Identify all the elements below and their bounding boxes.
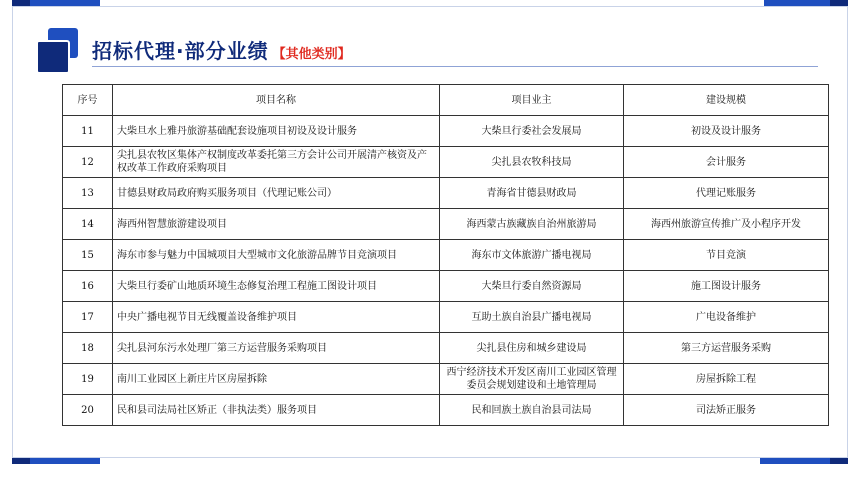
frame-border-right — [847, 6, 848, 458]
frame-accent-blue-bottom-left — [30, 458, 100, 464]
table-row — [63, 209, 829, 240]
cell-owner: 海东市文体旅游广播电视局 — [440, 240, 624, 271]
cell-scale: 代理记账服务 — [624, 178, 829, 209]
cell-scale: 司法矫正服务 — [624, 395, 829, 426]
page-heading — [92, 35, 351, 64]
logo-square-front — [36, 40, 70, 74]
cell-owner: 尖扎县农牧科技局 — [440, 147, 624, 178]
cell-project-name: 南川工业园区上新庄片区房屋拆除 — [113, 364, 440, 395]
table-row — [63, 116, 829, 147]
cell-scale: 广电设备维护 — [624, 302, 829, 333]
cell-scale: 施工图设计服务 — [624, 271, 829, 302]
cell-project-name: 民和县司法局社区矫正（非执法类）服务项目 — [113, 395, 440, 426]
title-divider — [92, 66, 818, 67]
cell-project-name: 海西州智慧旅游建设项目 — [113, 209, 440, 240]
performance-table — [62, 84, 829, 426]
cell-no: 13 — [63, 178, 113, 209]
category-tag: 【其他类别】 — [272, 47, 351, 62]
logo-squares-icon — [34, 28, 78, 72]
header-row — [63, 85, 829, 116]
cell-project-name: 大柴旦水上雅丹旅游基础配套设施项目初设及设计服务 — [113, 116, 440, 147]
frame-accent-blue-bottom-right — [760, 458, 830, 464]
table-row — [63, 147, 829, 178]
cell-no: 19 — [63, 364, 113, 395]
cell-owner: 大柴旦行委自然资源局 — [440, 271, 624, 302]
cell-project-name: 甘德县财政局政府购买服务项目（代理记账公司） — [113, 178, 440, 209]
frame-accent-dark-bottom-right — [830, 458, 848, 464]
frame-accent-dark-bottom-left — [12, 458, 30, 464]
cell-owner: 民和回族土族自治县司法局 — [440, 395, 624, 426]
cell-owner: 尖扎县住房和城乡建设局 — [440, 333, 624, 364]
table-row — [63, 240, 829, 271]
cell-no: 11 — [63, 116, 113, 147]
cell-scale: 节目竞演 — [624, 240, 829, 271]
cell-scale: 初设及设计服务 — [624, 116, 829, 147]
table-body — [63, 116, 829, 426]
frame-border-left — [12, 6, 13, 458]
frame-border-top — [12, 6, 848, 7]
page-title: 招标代理·部分业绩 — [92, 39, 269, 63]
column-header-scale: 建设规模 — [624, 85, 829, 116]
frame-border-bottom — [12, 457, 848, 458]
table-header — [63, 85, 829, 116]
cell-owner: 互助土族自治县广播电视局 — [440, 302, 624, 333]
cell-no: 20 — [63, 395, 113, 426]
cell-no: 16 — [63, 271, 113, 302]
cell-owner: 西宁经济技术开发区南川工业园区管理委员会规划建设和土地管理局 — [440, 364, 624, 395]
cell-no: 12 — [63, 147, 113, 178]
table-row — [63, 302, 829, 333]
column-header-owner: 项目业主 — [440, 85, 624, 116]
table-row — [63, 333, 829, 364]
cell-no: 17 — [63, 302, 113, 333]
cell-no: 14 — [63, 209, 113, 240]
table-row — [63, 271, 829, 302]
column-header-no: 序号 — [63, 85, 113, 116]
cell-project-name: 中央广播电视节目无线覆盖设备维护项目 — [113, 302, 440, 333]
cell-owner: 大柴旦行委社会发展局 — [440, 116, 624, 147]
cell-project-name: 大柴旦行委矿山地质环境生态修复治理工程施工图设计项目 — [113, 271, 440, 302]
table-row — [63, 395, 829, 426]
table-row — [63, 178, 829, 209]
cell-scale: 会计服务 — [624, 147, 829, 178]
cell-scale: 房屋拆除工程 — [624, 364, 829, 395]
cell-scale: 第三方运营服务采购 — [624, 333, 829, 364]
cell-scale: 海西州旅游宣传推广及小程序开发 — [624, 209, 829, 240]
table-row — [63, 364, 829, 395]
column-header-name: 项目名称 — [113, 85, 440, 116]
cell-no: 15 — [63, 240, 113, 271]
cell-owner: 青海省甘德县财政局 — [440, 178, 624, 209]
cell-project-name: 尖扎县农牧区集体产权制度改革委托第三方会计公司开展清产核资及产权改革工作政府采购项目 — [113, 147, 440, 178]
cell-owner: 海西蒙古族藏族自治州旅游局 — [440, 209, 624, 240]
top-frame-bar — [0, 0, 860, 10]
cell-project-name: 尖扎县河东污水处理厂第三方运营服务采购项目 — [113, 333, 440, 364]
cell-no: 18 — [63, 333, 113, 364]
cell-project-name: 海东市参与魅力中国城项目大型城市文化旅游品牌节目竞演项目 — [113, 240, 440, 271]
